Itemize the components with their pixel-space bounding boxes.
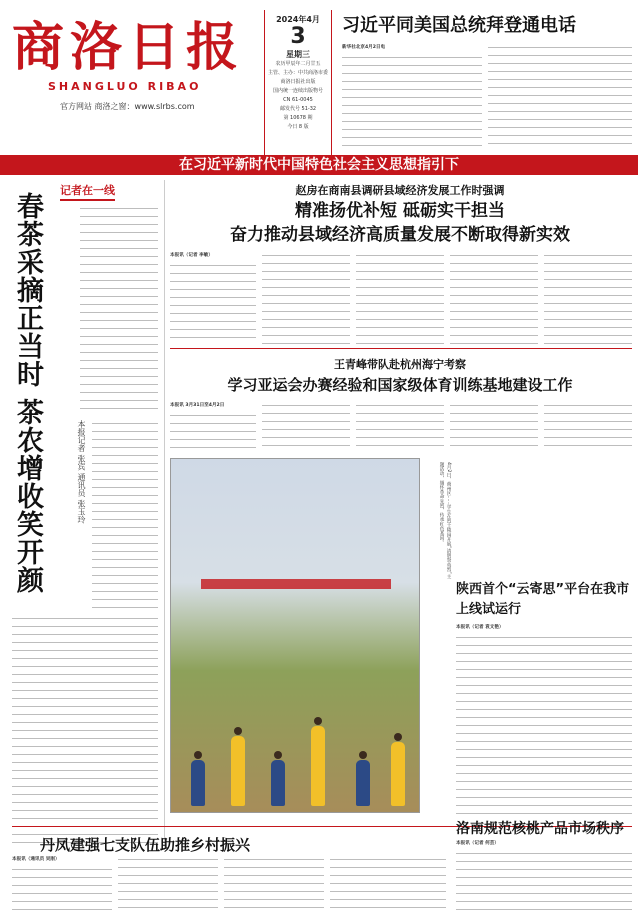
main-story-kicker: 赵房在商南县调研县域经济发展工作时强调 xyxy=(295,184,505,197)
publisher-line: 商洛日报社出版 xyxy=(280,79,316,85)
cn-number: CN 61-0045 xyxy=(283,97,313,103)
photo-student xyxy=(311,726,325,806)
photo-student xyxy=(356,760,370,806)
lead-headline[interactable]: 习近平同美国总统拜登通电话 xyxy=(342,15,576,36)
left-feature-title[interactable]: 春茶采摘正当时 茶农增收笑开颜 xyxy=(12,192,43,595)
bottom-left-body-3 xyxy=(224,856,324,910)
second-body-col-4 xyxy=(450,402,538,452)
bottom-left-dateline: 本报讯（通讯员 吴刚） xyxy=(12,857,60,862)
photo-student xyxy=(191,760,205,806)
bottom-left-body-2 xyxy=(118,856,218,910)
main-story-dateline: 本报讯（记者 李敏） xyxy=(170,253,213,258)
sidebar-body xyxy=(456,634,632,814)
section-rule xyxy=(170,348,632,349)
left-feature-body xyxy=(80,205,158,415)
page-count: 今日 8 版 xyxy=(287,124,309,130)
photo-caption: 4月2日，商州区……学生在烈士陵园开展“清明祭英烈”主题活动，缅怀革命先烈，传承红色基因。 xyxy=(439,462,451,579)
main-body-col-1 xyxy=(170,262,256,344)
second-body-col-2 xyxy=(262,402,350,452)
column-divider xyxy=(164,180,165,850)
photo-student xyxy=(231,736,245,806)
masthead-website[interactable]: 官方网站 商洛之窗：www.slrbs.com xyxy=(60,102,195,111)
bottom-left-body-1 xyxy=(12,866,112,910)
second-story-kicker: 王青峰带队赴杭州海宁考察 xyxy=(334,358,466,371)
lead-body-col-1 xyxy=(342,54,482,150)
second-story-dateline: 本报讯 3月31日至4月2日 xyxy=(170,403,225,408)
masthead-pinyin: SHANGLUO RIBAO xyxy=(48,80,202,93)
photo-student xyxy=(391,742,405,806)
date-day: 3 xyxy=(290,24,306,49)
second-body-col-5 xyxy=(544,402,632,452)
photo-student xyxy=(271,760,285,806)
second-story-headline[interactable]: 学习亚运会办赛经验和国家级体育训练基地建设工作 xyxy=(227,376,573,394)
bottom-right-headline[interactable]: 洛南规范核桃产品市场秩序 xyxy=(456,821,624,837)
news-photo xyxy=(170,458,420,813)
date-year-month: 2024年4月 xyxy=(276,15,320,24)
bottom-right-body xyxy=(456,850,632,910)
date-weekday: 星期三 xyxy=(286,50,310,59)
masthead-title: 商洛日报 xyxy=(12,18,245,78)
main-body-col-5 xyxy=(544,252,632,344)
photo-red-banner xyxy=(201,579,391,589)
bottom-left-body-4 xyxy=(330,856,446,910)
lead-body-col-2 xyxy=(488,44,632,150)
cn-label: 国内统一连续出版物号 xyxy=(272,88,323,94)
date-lunar: 农历甲辰年二月廿五 xyxy=(275,61,321,67)
main-body-col-4 xyxy=(450,252,538,344)
lead-dateline: 新华社北京4月2日电 xyxy=(342,45,386,50)
main-body-col-2 xyxy=(262,252,350,344)
main-story-headline-2[interactable]: 奋力推动县域经济高质量发展不断取得新实效 xyxy=(230,225,570,245)
sponsor-line: 主管、主办：中共商洛市委 xyxy=(267,70,328,76)
left-feature-byline: 本报记者 张宾 通讯员 张玉玲 xyxy=(77,420,86,524)
bottom-left-headline[interactable]: 丹凤建强七支队伍助推乡村振兴 xyxy=(40,836,251,854)
reporter-badge: 记者在一线 xyxy=(60,182,115,201)
main-body-col-3 xyxy=(356,252,444,344)
second-body-col-3 xyxy=(356,402,444,452)
main-story-headline-1[interactable]: 精准扬优补短 砥砺实干担当 xyxy=(295,201,505,221)
theme-banner: 在习近平新时代中国特色社会主义思想指引下 xyxy=(0,155,638,175)
sidebar-headline[interactable]: 陕西首个“云寄思”平台在我市上线试运行 xyxy=(456,582,630,617)
date-info-block xyxy=(264,10,332,160)
second-body-col-1 xyxy=(170,412,256,452)
sidebar-dateline: 本报讯（记者 袁文艳） xyxy=(456,625,504,630)
postal-code: 邮发代号 51-32 xyxy=(279,106,317,112)
left-feature-body-2 xyxy=(92,420,158,610)
issue-number: 第 10678 期 xyxy=(283,115,313,121)
bottom-right-dateline: 本报讯（记者 何芸） xyxy=(456,841,499,846)
left-feature-body-3 xyxy=(12,615,158,850)
